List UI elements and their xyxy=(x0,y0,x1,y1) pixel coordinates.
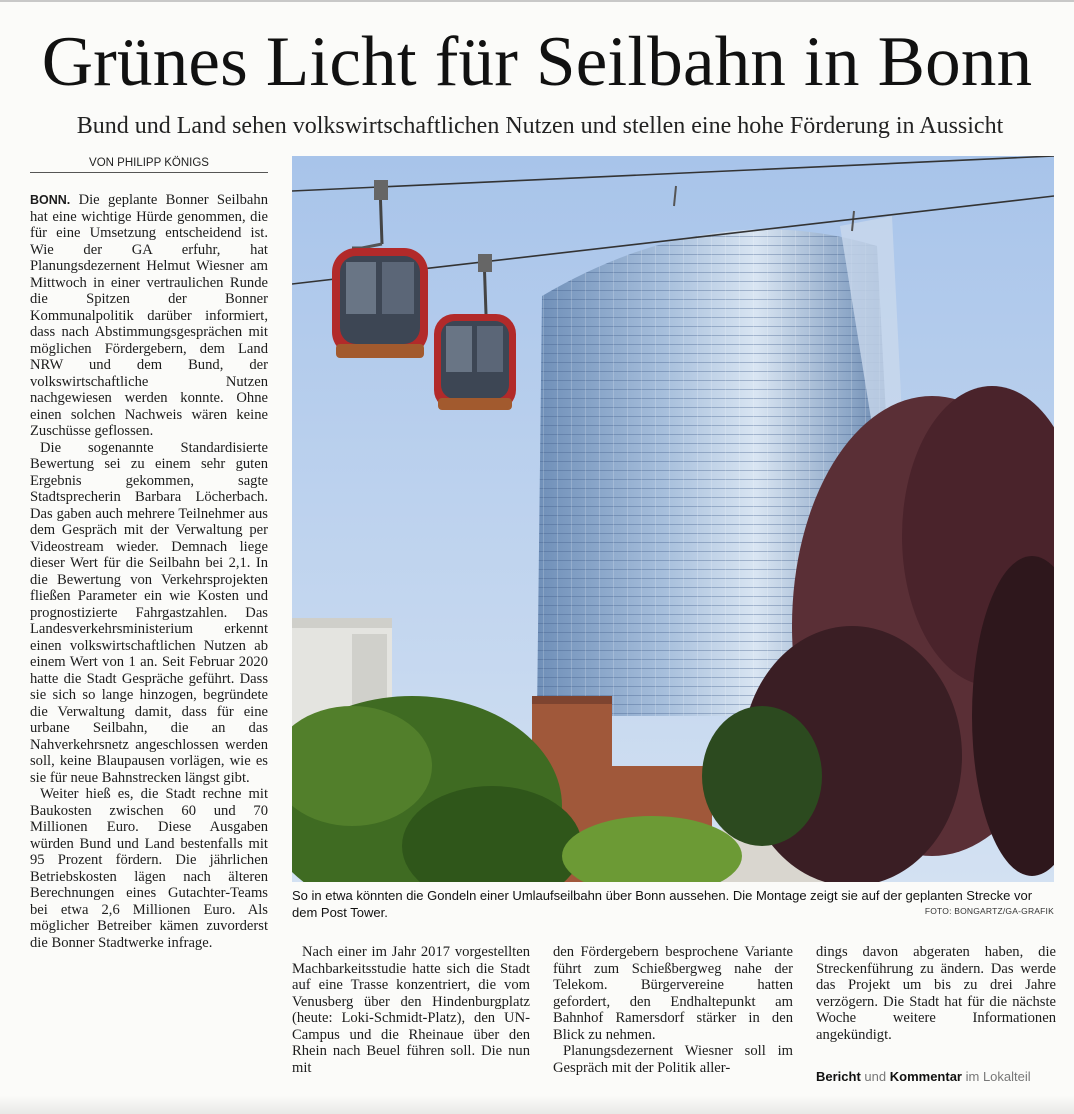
photo-credit: FOTO: BONGARTZ/GA-GRAFIK xyxy=(924,906,1054,916)
paragraph-text: Die geplante Bonner Seilbahn hat eine wichtige Hürde genommen, die für eine Umsetzung entscheidend ist. Wie der GA erfuhr, hat Planungsdezernent Helmut Wiesner am Mittwoch in einer vertraulichen Runde die Spitzen der Bonner Kommunalpolitik darüber informiert, dass nach Abstimmungsgesprächen mit möglichen Fördergebern, dem Land NRW und dem Bund, der volkswirtschaftliche Nutzen nachgewiesen werden konnte. Ohne einen solchen Nachweis wären keine Zuschüsse geflossen. xyxy=(30,192,268,439)
paragraph: Nach einer im Jahr 2017 vorgestellten Machbarkeitsstudie hatte sich die Stadt auf eine Trasse konzentriert, die vom Venusberg über den Hindenburgplatz (heute: Loki-Schmidt-Platz), den UN-Campus und die Rheinaue über den Rhein nach Beuel führen soll. Die nun mit xyxy=(292,944,530,1076)
cross-reference xyxy=(816,1068,1056,1085)
paragraph: dings davon abgeraten haben, die Streckenführung zu ändern. Das werde das Projekt um bis zu drei Jahre verzögern. Die Stadt hat für die nächste Woche weitere Informationen angekündigt. xyxy=(816,944,1056,1043)
article-column-2 xyxy=(292,944,530,1076)
paragraph: Weiter hieß es, die Stadt rechne mit Baukosten zwischen 60 und 70 Millionen Euro. Diese Ausgaben würden Bund und Land bestenfalls mit 95 Prozent fördern. Die jährlichen Betriebskosten lägen nach älteren Berechnungen eines Gutachter-Teams bei etwa 2,6 Millionen Euro. Als möglicher Betreiber kämen zuvorderst die Bonner Stadtwerke infrage. xyxy=(30,786,268,951)
article-column-3 xyxy=(553,944,793,1076)
top-rule xyxy=(0,0,1074,2)
article-column-4 xyxy=(816,944,1056,1043)
article-photo xyxy=(292,156,1054,882)
dateline: BONN. xyxy=(30,193,71,207)
byline: VON PHILIPP KÖNIGS xyxy=(30,156,268,173)
subheadline: Bund und Land sehen volkswirtschaftlichen Nutzen und stellen eine hohe Förderung in Aussicht xyxy=(76,113,1004,139)
article-column-1 xyxy=(30,192,268,1092)
paragraph: Die sogenannte Standardisierte Bewertung sei zu einem sehr guten Ergebnis gekommen, sagte Stadtsprecherin Barbara Löcherbach. Das gaben auch mehrere Teilnehmer aus dem Gespräch mit der Verwaltung per Videostream wieder. Demnach liege dieser Wert für die Seilbahn bei 2,1. In die Bewertung von Verkehrsprojekten fließen Parameter ein wie Kosten und prognostizierte Fahrgastzahlen. Das Landesverkehrsministerium erkennt einen volkswirtschaftlichen Nutzen ab einem Wert von 1 an. Seit Februar 2020 hatte die Stadt Gespräche geführt. Dass sie sich so lange hinzogen, begründete die Verwaltung damit, dass für eine urbane Seilbahn, die an das Nahverkehrsnetz angeschlossen werden soll, keine Blaupausen vorlägen, wie es sie für neue Bahnstrecken längst gibt. xyxy=(30,439,268,786)
ref-lokalteil: im Lokalteil xyxy=(965,1069,1031,1084)
headline: Grünes Licht für Seilbahn in Bonn xyxy=(41,23,1033,101)
paragraph xyxy=(30,192,268,440)
ref-bericht: Bericht xyxy=(816,1069,861,1084)
photo-caption: So in etwa könnten die Gondeln einer Umlaufseilbahn über Bonn aussehen. Die Montage zeigt sie auf der geplanten Strecke vor dem Post Tower. xyxy=(292,888,1033,920)
ref-und: und xyxy=(864,1069,887,1084)
paragraph: Planungsdezernent Wiesner soll im Gespräch mit der Politik aller- xyxy=(553,1043,793,1076)
bottom-fade xyxy=(0,1096,1074,1114)
ref-kommentar: Kommentar xyxy=(889,1069,962,1084)
paragraph: den Fördergebern besprochene Variante führt zum Schießbergweg nahe der Telekom. Bürgervereine hatten gefordert, den Endhaltepunkt am Bahnhof Ramersdorf stärker in den Blick zu nehmen. xyxy=(553,944,793,1043)
